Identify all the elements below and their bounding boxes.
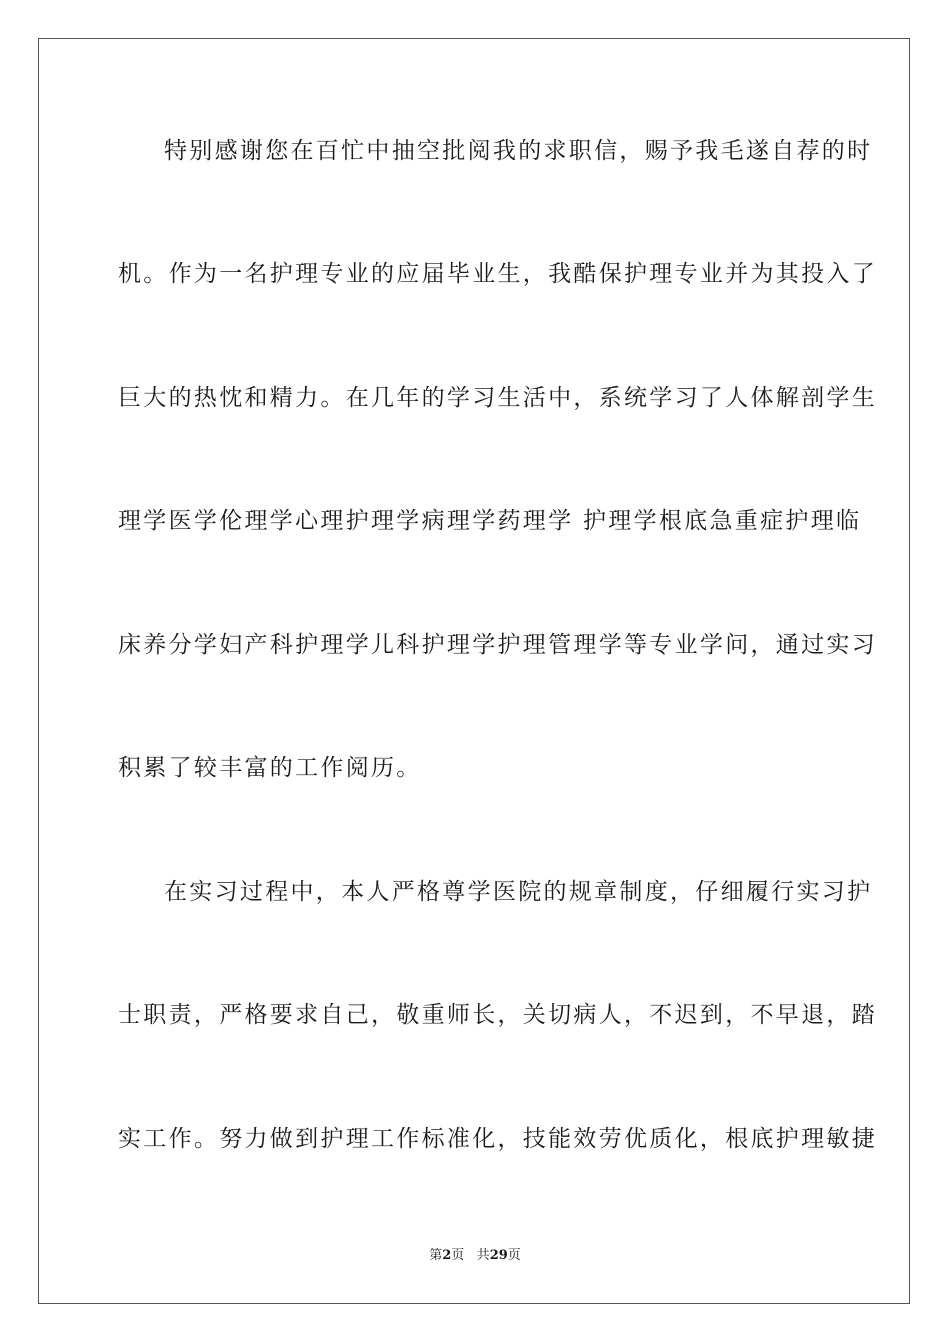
paragraph-1-line-3: 巨大的热忱和精力。在几年的学习生活中，系统学习了人体解剖学生	[118, 385, 877, 411]
footer-prefix: 第	[429, 1248, 443, 1263]
page-border	[38, 38, 910, 1304]
paragraph-2-line-2: 士职责，严格要求自己，敬重师长，关切病人，不迟到，不早退，踏	[118, 1002, 877, 1028]
paragraph-1-line-2: 机。作为一名护理专业的应届毕业生，我酷保护理专业并为其投入了	[118, 261, 877, 287]
paragraph-2-line-3: 实工作。努力做到护理工作标准化，技能效劳优质化，根底护理敏捷	[118, 1126, 877, 1152]
paragraph-1-line-1: 特别感谢您在百忙中抽空批阅我的求职信，赐予我毛遂自荐的时	[164, 138, 873, 164]
paragraph-1-line-6: 积累了较丰富的工作阅历。	[118, 755, 422, 781]
footer-page-word: 页	[451, 1248, 465, 1263]
footer-total-suffix: 页	[507, 1248, 521, 1263]
paragraph-2-line-1: 在实习过程中，本人严格尊学医院的规章制度，仔细履行实习护	[164, 879, 873, 905]
paragraph-1-line-4: 理学医学伦理学心理护理学病理学药理学 护理学根底急重症护理临	[118, 508, 862, 534]
current-page-number: 2	[442, 1248, 452, 1263]
total-pages-number: 29	[489, 1248, 508, 1263]
footer-total-prefix: 共	[476, 1248, 490, 1263]
page-footer	[0, 1247, 950, 1265]
paragraph-1-line-5: 床养分学妇产科护理学儿科护理学护理管理学等专业学问，通过实习	[118, 632, 877, 658]
